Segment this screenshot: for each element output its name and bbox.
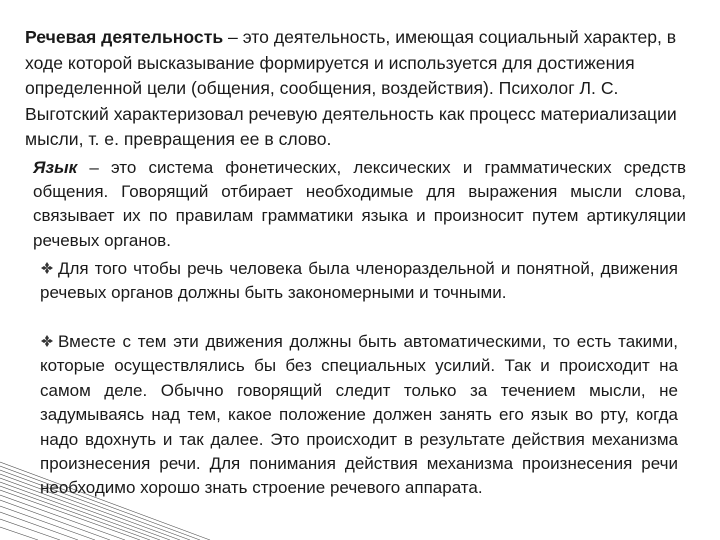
definition-speech-activity [25, 25, 690, 153]
definition-language-text: – это система фонетических, лексических и грамматических средств общения. Говорящий отбирает необходимые для выражения мысли слова, связывает их по правилам грамматики языка и произносит путем артикуляции речевых органов. [33, 158, 686, 250]
bullet-item-2-text: Вместе с тем эти движения должны быть автоматическими, то есть такими, которые осуществлялись бы без специальных усилий. Так и происходит на самом деле. Обычно говорящий следит только за течением мысли, не задумываясь над тем, какое положение должен занять его язык во рту, когда надо вдохнуть и так далее. Это происходит в результате действия механизма произнесения речи. Для понимания действия механизма произнесения речи необходимо хорошо знать строение речевого аппарата. [40, 332, 678, 498]
term-language: Язык [33, 158, 78, 177]
definition-speech-activity-text: – это деятельность, имеющая социальный характер, в ходе которой высказывание формируется и используется для достижения определенной цели (общения, сообщения, воздействия). Психолог Л. С. Выготский характеризовал речевую деятельность как процесс материализации мысли, т. е. превращения ее в слово. [25, 27, 677, 149]
bullet-item-1-text: Для того чтобы речь человека была членораздельной и понятной, движения речевых органов должны быть закономерными и точными. [40, 259, 678, 303]
definition-language [33, 156, 686, 253]
diamond-bullet-icon [40, 261, 54, 275]
term-speech-activity: Речевая деятельность [25, 27, 224, 47]
bullet-item-1 [40, 257, 678, 306]
diamond-bullet-icon [40, 334, 54, 348]
bullet-item-2 [40, 330, 678, 501]
